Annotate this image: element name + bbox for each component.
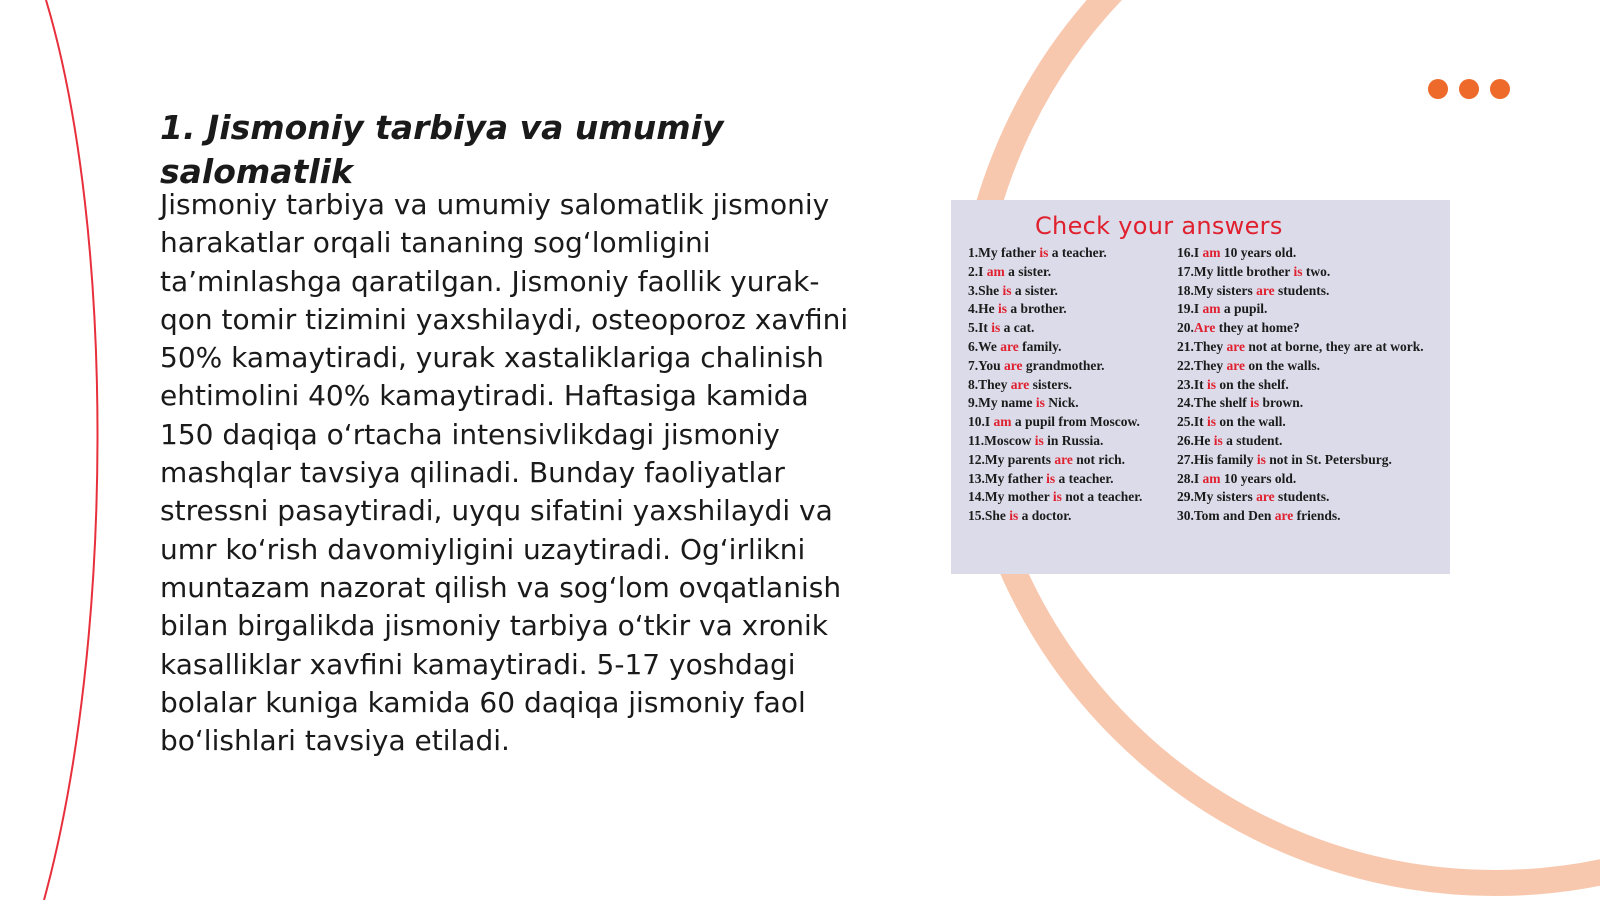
answer-text-before: Tom and Den [1193, 508, 1275, 524]
answer-number: 23. [1177, 376, 1194, 392]
answer-text-before: Moscow [984, 432, 1035, 448]
answer-item [1177, 488, 1447, 507]
answer-item [1177, 263, 1447, 282]
answer-text-after: 10 years old. [1220, 245, 1297, 260]
answer-text-after: not in St. Petersburg. [1265, 451, 1392, 467]
answer-text-after: on the walls. [1245, 357, 1321, 373]
answer-verb: is [1052, 489, 1062, 505]
answer-text-before: My name [978, 395, 1036, 411]
answer-verb: is [1207, 376, 1217, 392]
answer-text-after: a sister. [1004, 263, 1052, 279]
answer-number: 4. [968, 301, 979, 317]
answers-right-column [1177, 244, 1447, 526]
answer-text-after: sisters. [1029, 376, 1073, 392]
three-dots-icon [1428, 79, 1510, 99]
answer-text-before: You [978, 357, 1005, 373]
answer-number: 2. [968, 263, 979, 279]
answer-verb: is [1256, 451, 1266, 467]
answer-number: 28. [1177, 470, 1194, 486]
answer-item [1177, 319, 1447, 338]
answer-item [968, 507, 1173, 526]
answer-text-after: friends. [1293, 508, 1341, 524]
answer-verb: is [1213, 432, 1223, 448]
answer-item [1177, 357, 1447, 376]
answer-verb: is [1250, 395, 1260, 411]
answer-verb: is [1009, 508, 1019, 524]
answer-verb: are [1226, 357, 1246, 373]
answer-text-after: not rich. [1072, 451, 1125, 467]
answer-verb: are [1010, 376, 1030, 392]
answer-item [968, 300, 1173, 319]
answer-number: 16. [1177, 245, 1194, 260]
answer-verb: Are [1193, 320, 1216, 336]
answer-text-before: She [978, 282, 1003, 298]
answer-item [1177, 376, 1447, 395]
answer-number: 5. [968, 320, 979, 336]
answer-verb: are [1274, 508, 1294, 524]
answer-number: 11. [968, 432, 985, 448]
answers-title: Check your answers [1035, 212, 1283, 240]
answer-text-before: It [1193, 376, 1207, 392]
answer-item [1177, 244, 1447, 263]
answer-number: 1. [968, 245, 979, 260]
answer-item [1177, 470, 1447, 489]
answer-text-before: My parents [984, 451, 1055, 467]
answer-verb: is [1039, 245, 1049, 260]
answer-item [1177, 282, 1447, 301]
answer-number: 6. [968, 338, 979, 354]
answer-number: 19. [1177, 301, 1194, 317]
answer-item [968, 413, 1173, 432]
answer-text-after: a teacher. [1048, 245, 1107, 260]
answer-text-before: My sisters [1193, 489, 1257, 505]
answer-text-before: My father [984, 470, 1047, 486]
answer-number: 14. [968, 489, 985, 505]
answer-item [968, 488, 1173, 507]
answer-verb: am [1202, 245, 1221, 260]
answer-item [968, 470, 1173, 489]
answer-verb: is [1034, 432, 1044, 448]
answer-text-after: a cat. [1000, 320, 1035, 336]
answer-number: 8. [968, 376, 979, 392]
answer-item [968, 451, 1173, 470]
answer-verb: are [1226, 338, 1246, 354]
answer-text-after: a teacher. [1055, 470, 1114, 486]
answer-text-before: We [978, 338, 1001, 354]
answer-number: 10. [968, 414, 985, 430]
answer-number: 15. [968, 508, 985, 524]
answer-verb: is [1046, 470, 1056, 486]
answer-number: 18. [1177, 282, 1194, 298]
answer-number: 30. [1177, 508, 1194, 524]
answer-number: 17. [1177, 263, 1194, 279]
answer-text-after: on the shelf. [1216, 376, 1289, 392]
answer-verb: are [1054, 451, 1073, 467]
answer-text-after: a brother. [1007, 301, 1067, 317]
answer-item [1177, 338, 1447, 357]
answers-left-column [968, 244, 1173, 526]
answer-text-after: on the wall. [1216, 414, 1286, 430]
answer-number: 12. [968, 451, 985, 467]
answer-item [968, 432, 1173, 451]
answer-text-before: I [984, 414, 994, 430]
answer-item [968, 319, 1173, 338]
answer-text-after: students. [1274, 282, 1330, 298]
answer-text-before: I [1193, 470, 1203, 486]
answer-verb: are [1256, 489, 1275, 505]
answer-verb: is [1207, 414, 1217, 430]
answer-text-after: a pupil from Moscow. [1011, 414, 1140, 430]
answer-item [1177, 507, 1447, 526]
answer-verb: am [993, 414, 1012, 430]
answer-verb: is [1293, 263, 1303, 279]
answer-number: 25. [1177, 414, 1194, 430]
left-accent-curve [44, 0, 98, 900]
answer-item [968, 357, 1173, 376]
answer-text-after: two. [1302, 263, 1331, 279]
answer-verb: am [1202, 470, 1221, 486]
answer-item [968, 376, 1173, 395]
check-answers-image [951, 200, 1450, 574]
answer-verb: am [1202, 301, 1221, 317]
answer-verb: are [1004, 357, 1023, 373]
answer-number: 3. [968, 282, 979, 298]
answer-item [968, 244, 1173, 263]
answer-item [968, 394, 1173, 413]
answer-text-after: in Russia. [1043, 432, 1104, 448]
answer-verb: are [1000, 338, 1019, 354]
answer-text-before: He [1193, 432, 1214, 448]
answer-number: 24. [1177, 395, 1194, 411]
answer-text-after: not at borne, they are at work. [1245, 338, 1424, 354]
answer-text-after: grandmother. [1022, 357, 1105, 373]
dot-3 [1490, 79, 1510, 99]
answer-number: 22. [1177, 357, 1194, 373]
answer-text-before: He [978, 301, 998, 317]
answer-number: 9. [968, 395, 979, 411]
answer-text-after: 10 years old. [1220, 470, 1297, 486]
answer-item [968, 263, 1173, 282]
answer-verb: are [1256, 282, 1275, 298]
answer-number: 26. [1177, 432, 1194, 448]
answer-text-after: brown. [1259, 395, 1304, 411]
answer-text-before: They [1193, 338, 1227, 354]
answer-number: 20. [1177, 320, 1194, 336]
answer-text-after: a pupil. [1220, 301, 1268, 317]
answer-item [968, 338, 1173, 357]
answer-text-before: My little brother [1193, 263, 1294, 279]
answer-text-before: It [1193, 414, 1207, 430]
dot-2 [1459, 79, 1479, 99]
answer-text-before: It [978, 320, 992, 336]
answer-text-before: I [1193, 245, 1203, 260]
answer-text-after: not a teacher. [1061, 489, 1143, 505]
answer-text-before: She [984, 508, 1010, 524]
answer-verb: am [986, 263, 1005, 279]
answer-item [1177, 451, 1447, 470]
answer-verb: is [1002, 282, 1012, 298]
answer-text-before: They [1193, 357, 1227, 373]
answer-number: 29. [1177, 489, 1194, 505]
answer-text-after: a sister. [1011, 282, 1058, 298]
slide-body-text: Jismoniy tarbiya va umumiy salomatlik jismoniy harakatlar orqali tananing sog‘lomligini ta’minlashga qaratilgan. Jismoniy faollik yurak-qon tomir tizimini yaxshilaydi, osteoporoz xavfini 50% kamaytiradi, yurak xastaliklariga chalinish ehtimolini 40% kamaytiradi. Haftasiga kamida 150 daqiqa o‘rtacha intensivlikdagi jismoniy mashqlar tavsiya qilinadi. Bunday faoliyatlar stressni pasaytiradi, uyqu sifatini yaxshilaydi va umr ko‘rish davomiyligini uzaytiradi. Og‘irlikni muntazam nazorat qilish va sog‘lom ovqatlanish bilan birgalikda jismoniy tarbiya o‘tkir va xronik kasalliklar xavfini kamaytiradi. 5-17 yoshdagi bolalar kuniga kamida 60 daqiqa jismoniy faol bo‘lishlari tavsiya etiladi. [160, 188, 849, 758]
answer-text-before: They [978, 376, 1011, 392]
answer-text-before: My sisters [1193, 282, 1257, 298]
answer-text-before: The shelf [1193, 395, 1251, 411]
answer-text-before: My father [978, 245, 1040, 260]
answer-text-before: My mother [984, 489, 1053, 505]
answer-text-after: family. [1018, 338, 1062, 354]
answer-item [1177, 394, 1447, 413]
answer-number: 7. [968, 357, 979, 373]
answer-text-after: students. [1274, 489, 1330, 505]
answer-verb: is [998, 301, 1008, 317]
answer-verb: is [991, 320, 1001, 336]
answer-number: 21. [1177, 338, 1194, 354]
answer-number: 27. [1177, 451, 1194, 467]
answer-text-after: Nick. [1044, 395, 1079, 411]
answer-text-before: His family [1193, 451, 1257, 467]
answer-item [1177, 432, 1447, 451]
answer-number: 13. [968, 470, 985, 486]
answer-verb: is [1035, 395, 1045, 411]
answer-text-before: I [978, 263, 987, 279]
slide-title: 1. Jismoniy tarbiya va umumiy salomatlik [160, 108, 724, 191]
answer-item [1177, 300, 1447, 319]
answer-text-after: a doctor. [1018, 508, 1072, 524]
answer-text-after: they at home? [1215, 320, 1300, 336]
answer-text-before: I [1193, 301, 1203, 317]
answer-text-after: a student. [1222, 432, 1283, 448]
answer-item [1177, 413, 1447, 432]
answer-item [968, 282, 1173, 301]
dot-1 [1428, 79, 1448, 99]
